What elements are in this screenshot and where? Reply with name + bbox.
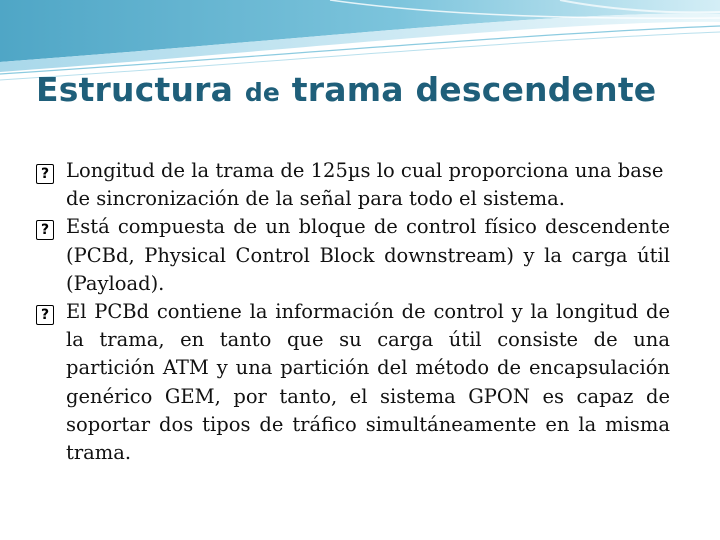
title-word-estructura: Estructura: [36, 70, 234, 109]
title-word-de: de: [244, 78, 281, 107]
missing-glyph-bullet-icon: ?: [36, 164, 54, 184]
slide-title: [36, 70, 656, 109]
title-word-trama-descendente: trama descendente: [291, 70, 657, 109]
bullet-item: [36, 298, 670, 467]
bullet-item: [36, 213, 670, 298]
missing-glyph-bullet-icon: ?: [36, 305, 54, 325]
bullet-text: Está compuesta de un bloque de control físico descendente (PCBd, Physical Control Block downstream) y la carga útil (Payload).: [66, 215, 670, 295]
bullet-item: [36, 157, 670, 213]
bullet-text: Longitud de la trama de 125µs lo cual proporciona una base de sincronización de la señal para todo el sistema.: [66, 159, 664, 211]
bullet-list: [36, 157, 670, 467]
bullet-text: El PCBd contiene la información de control y la longitud de la trama, en tanto que su carga útil consiste de una partición ATM y una partición del método de encapsulación genérico GEM, por tanto, el sistema GPON es capaz de soportar dos tipos de tráfico simultáneamente en la misma trama.: [66, 300, 670, 465]
missing-glyph-bullet-icon: ?: [36, 220, 54, 240]
